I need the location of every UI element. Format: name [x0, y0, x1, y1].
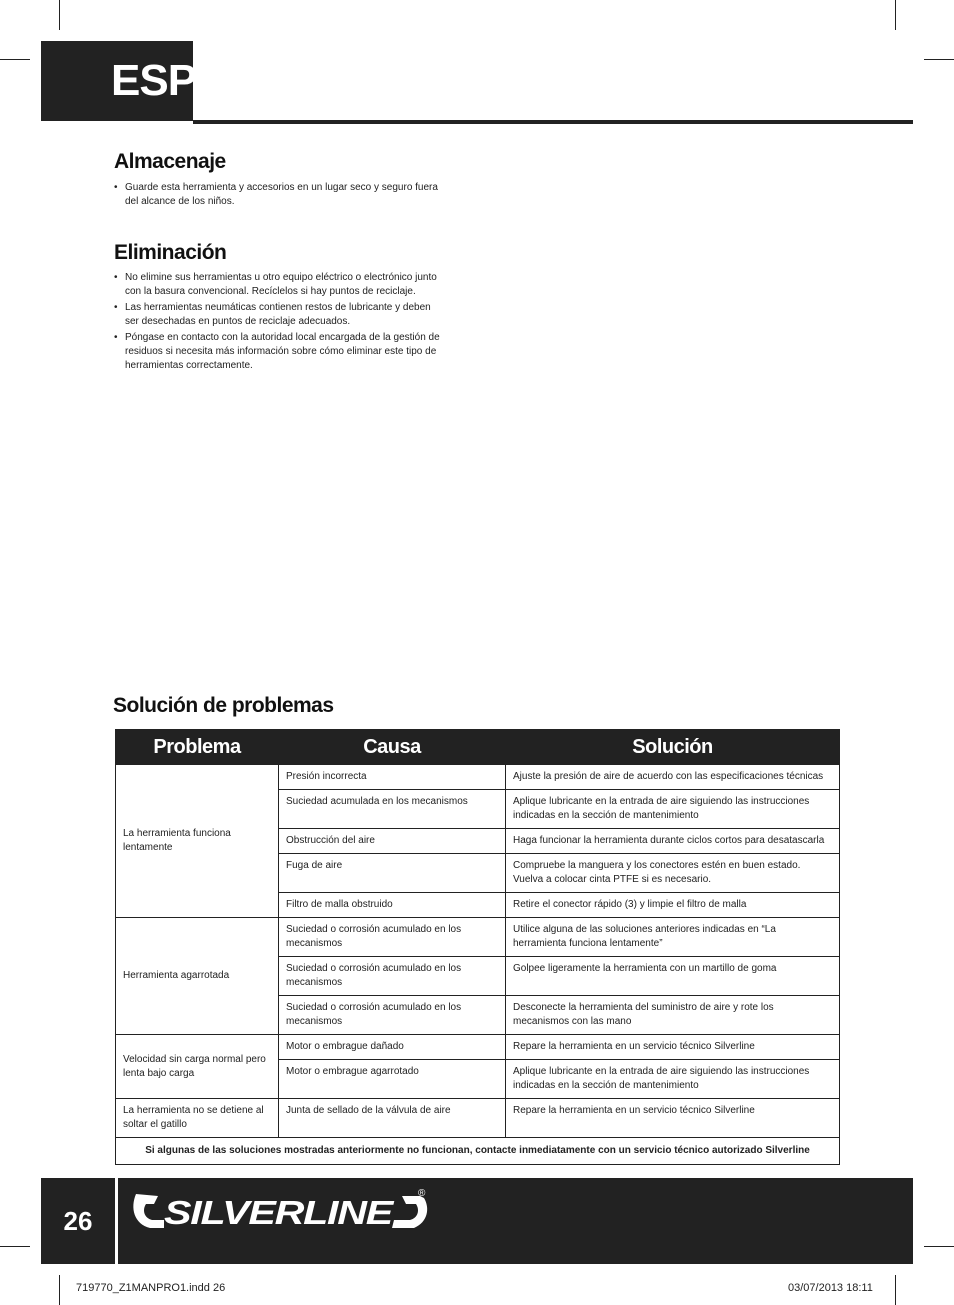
cause-cell: Motor o embrague agarrotado: [279, 1060, 506, 1099]
solution-cell: Aplique lubricante en la entrada de aire siguiendo las instrucciones indicadas en la sección de mantenimiento: [506, 790, 840, 829]
solution-cell: Compruebe la manguera y los conectores estén en buen estado. Vuelva a colocar cinta PTFE si es necesario.: [506, 854, 840, 893]
solution-cell: Repare la herramienta en un servicio técnico Silverline: [506, 1099, 840, 1138]
problem-cell: La herramienta no se detiene al soltar el gatillo: [116, 1099, 279, 1138]
cause-cell: Junta de sellado de la válvula de aire: [279, 1099, 506, 1138]
list-item: • Póngase en contacto con la autoridad local encargada de la gestión de residuos si necesita más información sobre cómo eliminar este tipo de herramientas correctamente.: [114, 331, 444, 373]
table-row: [116, 1099, 840, 1138]
cause-cell: Suciedad o corrosión acumulado en los mecanismos: [279, 957, 506, 996]
column-header-causa: Causa: [279, 730, 506, 765]
solution-cell: Golpee ligeramente la herramienta con un martillo de goma: [506, 957, 840, 996]
list-item: • No elimine sus herramientas u otro equipo eléctrico o electrónico junto con la basura convencional. Recíclelos si hay puntos de reciclaje.: [114, 271, 444, 299]
footer-divider: [115, 1178, 118, 1264]
crop-mark: [924, 59, 954, 60]
almacenaje-list: [114, 181, 444, 211]
troubleshooting-heading: Solución de problemas: [113, 694, 334, 717]
crop-mark: [59, 1275, 60, 1305]
language-code: ESP: [111, 56, 197, 105]
table-row: [116, 918, 840, 957]
column-header-solucion: Solución: [506, 730, 840, 765]
solution-cell: Desconecte la herramienta del suministro de aire y rote los mecanismos con las mano: [506, 996, 840, 1035]
silverline-logo: [130, 1186, 430, 1236]
crop-mark: [0, 59, 30, 60]
problem-cell: La herramienta funciona lentamente: [116, 765, 279, 918]
cause-cell: Fuga de aire: [279, 854, 506, 893]
header-rule: [193, 120, 913, 124]
cause-cell: Suciedad o corrosión acumulado en los mecanismos: [279, 996, 506, 1035]
cause-cell: Obstrucción del aire: [279, 829, 506, 854]
solution-cell: Aplique lubricante en la entrada de aire siguiendo las instrucciones indicadas en la sección de mantenimiento: [506, 1060, 840, 1099]
table-row: [116, 1035, 840, 1060]
file-info: 719770_Z1MANPRO1.indd 26: [76, 1282, 226, 1294]
column-header-problema: Problema: [116, 730, 279, 765]
cause-cell: Suciedad o corrosión acumulado en los mecanismos: [279, 918, 506, 957]
solution-cell: Ajuste la presión de aire de acuerdo con las especificaciones técnicas: [506, 765, 840, 790]
eliminacion-list: [114, 271, 444, 375]
table-row: [116, 765, 840, 790]
crop-mark: [0, 1246, 30, 1247]
crop-mark: [924, 1246, 954, 1247]
crop-mark: [895, 0, 896, 30]
cause-cell: Presión incorrecta: [279, 765, 506, 790]
problem-cell: Herramienta agarrotada: [116, 918, 279, 1035]
table-note-row: [116, 1138, 840, 1165]
registered-mark: ®: [418, 1188, 426, 1199]
problem-cell: Velocidad sin carga normal pero lenta bajo carga: [116, 1035, 279, 1099]
crop-mark: [895, 1275, 896, 1305]
solution-cell: Repare la herramienta en un servicio técnico Silverline: [506, 1035, 840, 1060]
brand-wordmark: SILVERLINE: [164, 1194, 395, 1231]
almacenaje-heading: Almacenaje: [114, 150, 226, 173]
troubleshooting-table: [115, 729, 840, 1165]
table-header-row: [116, 730, 840, 765]
table-note: Si algunas de las soluciones mostradas anteriormente no funcionan, contacte inmediatamente con un servicio técnico autorizado Silverline: [116, 1138, 840, 1165]
solution-cell: Haga funcionar la herramienta durante ciclos cortos para desatascarla: [506, 829, 840, 854]
list-item: • Las herramientas neumáticas contienen restos de lubricante y deben ser desechadas en puntos de reciclaje adecuados.: [114, 301, 444, 329]
solution-cell: Utilice alguna de las soluciones anteriores indicadas en “La herramienta funciona lentamente”: [506, 918, 840, 957]
crop-mark: [59, 0, 60, 30]
cause-cell: Filtro de malla obstruido: [279, 893, 506, 918]
cause-cell: Motor o embrague dañado: [279, 1035, 506, 1060]
language-tab: [41, 41, 197, 121]
cause-cell: Suciedad acumulada en los mecanismos: [279, 790, 506, 829]
eliminacion-heading: Eliminación: [114, 241, 227, 264]
page-number: 26: [63, 1205, 93, 1236]
solution-cell: Retire el conector rápido (3) y limpie el filtro de malla: [506, 893, 840, 918]
list-item: • Guarde esta herramienta y accesorios en un lugar seco y seguro fuera del alcance de los niños.: [114, 181, 444, 209]
print-timestamp: 03/07/2013 18:11: [788, 1282, 873, 1294]
